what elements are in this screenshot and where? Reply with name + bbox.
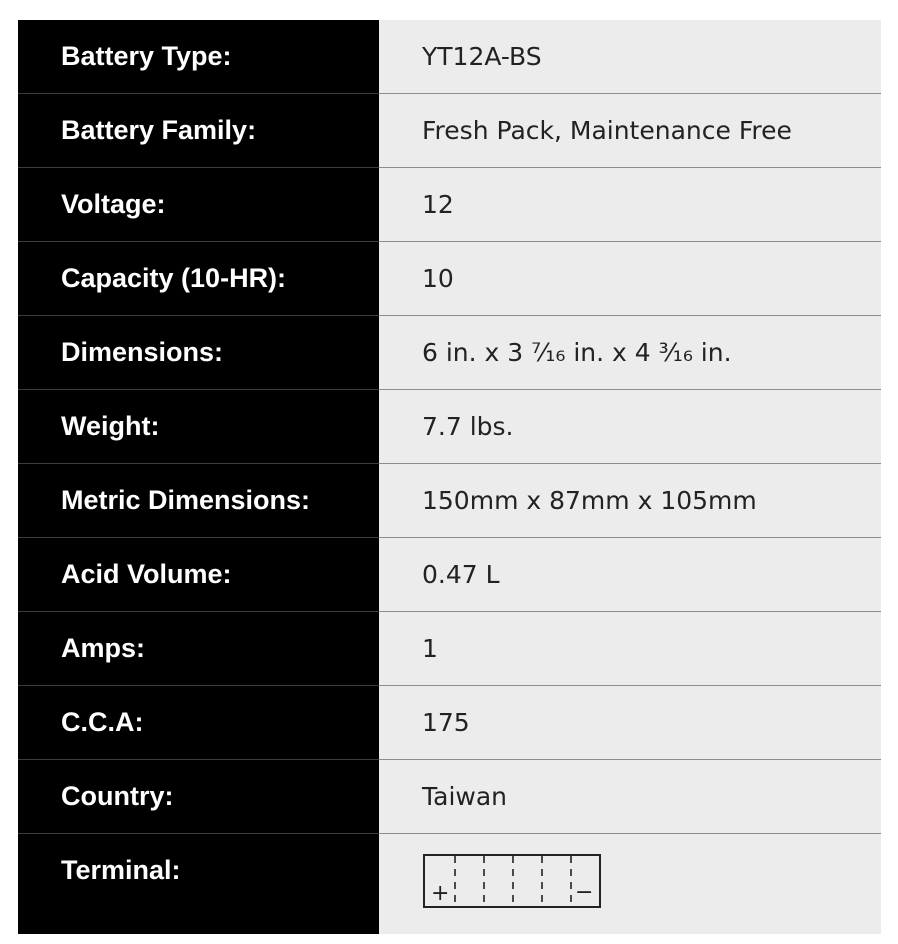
spec-label: Voltage: bbox=[61, 189, 166, 219]
spec-row-country bbox=[18, 760, 881, 834]
spec-label-cell bbox=[18, 612, 379, 686]
cell-dividers bbox=[455, 856, 571, 906]
spec-label-cell bbox=[18, 20, 379, 94]
spec-row-weight bbox=[18, 390, 881, 464]
spec-value-cell bbox=[379, 464, 881, 538]
spec-row-cca bbox=[18, 686, 881, 760]
spec-row-dimensions bbox=[18, 316, 881, 390]
spec-row-voltage bbox=[18, 168, 881, 242]
spec-label: C.C.A: bbox=[61, 707, 144, 737]
spec-label-cell bbox=[18, 316, 379, 390]
spec-label: Weight: bbox=[61, 411, 160, 441]
negative-terminal-symbol: − bbox=[575, 880, 594, 905]
spec-label: Dimensions: bbox=[61, 337, 224, 367]
spec-value-cell bbox=[379, 242, 881, 316]
spec-row-acid-volume bbox=[18, 538, 881, 612]
spec-value: Taiwan bbox=[422, 782, 508, 811]
spec-value-cell bbox=[379, 612, 881, 686]
spec-value-cell bbox=[379, 834, 881, 934]
spec-value: 0.47 L bbox=[422, 560, 500, 589]
spec-value: 175 bbox=[422, 708, 470, 737]
spec-label-cell bbox=[18, 94, 379, 168]
spec-label: Battery Type: bbox=[61, 41, 232, 71]
spec-value-cell bbox=[379, 316, 881, 390]
spec-label: Country: bbox=[61, 781, 174, 811]
battery-spec-table bbox=[18, 20, 881, 934]
spec-value-cell bbox=[379, 686, 881, 760]
spec-label: Battery Family: bbox=[61, 115, 257, 145]
spec-row-amps bbox=[18, 612, 881, 686]
spec-label-cell bbox=[18, 390, 379, 464]
spec-row-metric-dimensions bbox=[18, 464, 881, 538]
spec-value: YT12A-BS bbox=[422, 42, 542, 71]
spec-value-cell bbox=[379, 538, 881, 612]
spec-label-cell bbox=[18, 168, 379, 242]
spec-label: Metric Dimensions: bbox=[61, 485, 311, 515]
terminal-layout-diagram bbox=[422, 853, 602, 909]
spec-value: 1 bbox=[422, 634, 438, 663]
spec-value-cell bbox=[379, 94, 881, 168]
spec-label: Capacity (10-HR): bbox=[61, 263, 287, 293]
spec-row-battery-type bbox=[18, 20, 881, 94]
spec-label-cell bbox=[18, 538, 379, 612]
spec-value: Fresh Pack, Maintenance Free bbox=[422, 116, 792, 145]
spec-label: Amps: bbox=[61, 633, 146, 663]
terminal-diagram-outline bbox=[424, 855, 600, 907]
spec-label-cell bbox=[18, 464, 379, 538]
positive-terminal-symbol: + bbox=[431, 881, 450, 906]
spec-value-cell bbox=[379, 168, 881, 242]
spec-label: Terminal: bbox=[61, 855, 181, 885]
spec-label-cell bbox=[18, 686, 379, 760]
spec-value: 7.7 lbs. bbox=[422, 412, 514, 441]
spec-label: Acid Volume: bbox=[61, 559, 232, 589]
spec-value: 12 bbox=[422, 190, 454, 219]
spec-value: 6 in. x 3 ⁷⁄₁₆ in. x 4 ³⁄₁₆ in. bbox=[422, 338, 732, 367]
spec-label-cell bbox=[18, 242, 379, 316]
spec-value: 10 bbox=[422, 264, 454, 293]
spec-row-terminal bbox=[18, 834, 881, 934]
spec-row-capacity bbox=[18, 242, 881, 316]
spec-label-cell bbox=[18, 760, 379, 834]
spec-row-battery-family bbox=[18, 94, 881, 168]
spec-label-cell bbox=[18, 834, 379, 934]
spec-value-cell bbox=[379, 20, 881, 94]
spec-value-cell bbox=[379, 760, 881, 834]
spec-value-cell bbox=[379, 390, 881, 464]
spec-value: 150mm x 87mm x 105mm bbox=[422, 486, 757, 515]
